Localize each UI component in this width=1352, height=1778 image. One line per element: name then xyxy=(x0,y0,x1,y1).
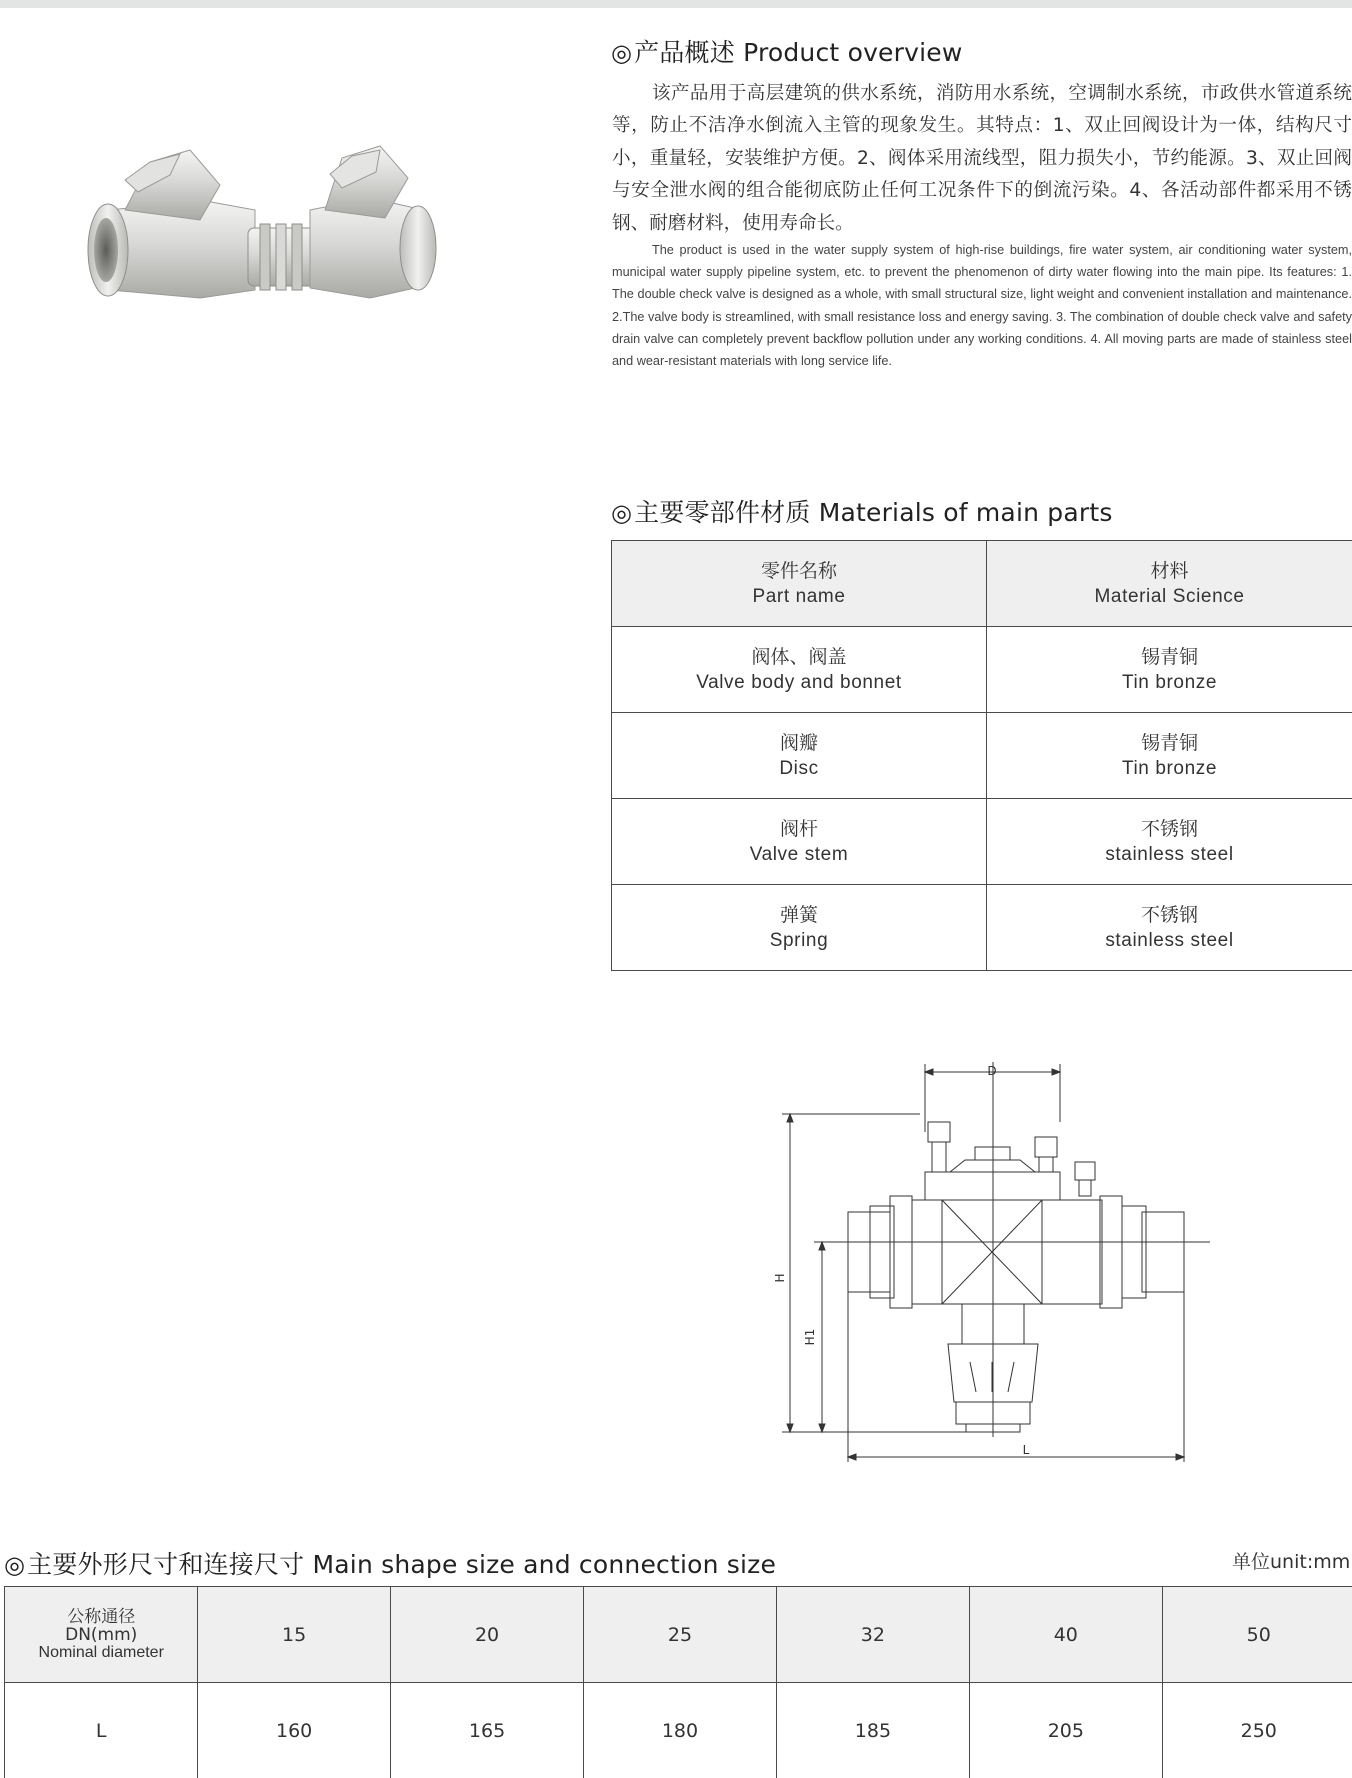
material-cell xyxy=(987,885,1352,971)
dimensions-header-row xyxy=(5,1587,1352,1683)
material-header-cn: 材料 xyxy=(1150,559,1189,582)
part-cell xyxy=(612,627,987,713)
dimensions-heading xyxy=(4,1545,776,1581)
table-row xyxy=(612,799,1352,885)
part-name-header-en: Part name xyxy=(752,585,846,607)
dim-label-l: L xyxy=(1022,1443,1030,1457)
l-value-cell: 185 xyxy=(776,1683,969,1778)
l-value-cell: 180 xyxy=(584,1683,776,1778)
table-row xyxy=(612,885,1352,971)
part-cell xyxy=(612,799,987,885)
part-name-header-cn: 零件名称 xyxy=(760,559,837,582)
part-name-header xyxy=(612,541,987,627)
l-value-cell: 250 xyxy=(1162,1683,1352,1778)
nominal-diameter-dn: DN(mm) xyxy=(65,1624,138,1645)
nominal-diameter-en: Nominal diameter xyxy=(38,1643,164,1661)
table-row xyxy=(612,713,1352,799)
material-header-en: Material Science xyxy=(1094,585,1245,607)
part-cn: 阀杆 xyxy=(779,817,818,840)
dn-cell: 15 xyxy=(198,1587,390,1683)
dim-label-d: D xyxy=(987,1064,997,1078)
part-en: Valve stem xyxy=(749,843,849,865)
part-cn: 阀瓣 xyxy=(779,731,818,754)
material-en: stainless steel xyxy=(1105,929,1234,951)
circle-mark-icon: ◎ xyxy=(611,39,633,67)
part-en: Spring xyxy=(769,929,829,951)
material-cn: 锡青铜 xyxy=(1140,645,1198,668)
materials-table xyxy=(611,540,1352,971)
material-cn: 锡青铜 xyxy=(1140,731,1198,754)
material-cell xyxy=(987,799,1352,885)
dimensions-heading-text: 主要外形尺寸和连接尺寸 Main shape size and connection size xyxy=(27,1550,777,1579)
nominal-diameter-cn: 公称通径 xyxy=(67,1606,136,1627)
part-cn: 弹簧 xyxy=(779,903,818,926)
overview-text-cn: 该产品用于高层建筑的供水系统，消防用水系统，空调制水系统，市政供水管道系统等，防止不洁净水倒流入主管的现象发生。其特点：1、双止回阀设计为一体，结构尺寸小，重量轻，安装维护方便。2、阀体采用流线型，阻力损失小，节约能源。3、双止回阀与安全泄水阀的组合能彻底防止任何工况条件下的倒流污染。4、各活动部件都采用不锈钢、耐磨材料，使用寿命长。 xyxy=(612,83,1352,234)
table-row xyxy=(5,1683,1352,1778)
dim-label-h1: H1 xyxy=(803,1328,817,1346)
part-cell xyxy=(612,713,987,799)
material-header xyxy=(987,541,1352,627)
overview-heading-text: 产品概述 Product overview xyxy=(634,38,963,67)
overview-text-en: The product is used in the water supply system of high-rise buildings, fire water system, air conditioning water system, municipal water supply pipeline system, etc. to prevent the phenomenon of dirty water flowing into the main pipe. Its features: 1. The double check valve is designed as a whole, with small structural size, light weight and convenient installation and maintenance. 2.The valve body is streamlined, with small resistance loss and energy saving. 3. The combination of double check valve and safety drain valve can completely prevent backflow pollution under any working conditions. 4. All moving parts are made of stainless steel and wear-resistant materials with long service life. xyxy=(612,243,1352,369)
dn-cell: 20 xyxy=(390,1587,583,1683)
circle-mark-icon: ◎ xyxy=(611,499,633,527)
part-cn: 阀体、阀盖 xyxy=(751,645,847,668)
part-en: Valve body and bonnet xyxy=(696,671,902,693)
materials-heading xyxy=(611,493,1113,529)
material-cn: 不锈钢 xyxy=(1140,817,1198,840)
dn-cell: 32 xyxy=(776,1587,969,1683)
material-cn: 不锈钢 xyxy=(1140,903,1198,926)
product-photo xyxy=(80,140,460,310)
material-en: stainless steel xyxy=(1105,843,1234,865)
part-cell xyxy=(612,885,987,971)
materials-heading-text: 主要零部件材质 Materials of main parts xyxy=(634,498,1113,527)
dim-label-h: H xyxy=(773,1273,787,1283)
materials-header-row xyxy=(612,541,1352,627)
dn-cell: 50 xyxy=(1162,1587,1352,1683)
l-value-cell: 160 xyxy=(198,1683,390,1778)
material-en: Tin bronze xyxy=(1121,757,1218,779)
nominal-diameter-header xyxy=(5,1587,198,1683)
valve-dimension-drawing xyxy=(770,1062,1220,1464)
material-cell xyxy=(987,713,1352,799)
unit-label: 单位unit:mm xyxy=(1232,1551,1351,1573)
overview-heading xyxy=(611,33,963,69)
material-cell xyxy=(987,627,1352,713)
l-value-cell: 165 xyxy=(390,1683,583,1778)
dn-cell: 40 xyxy=(970,1587,1162,1683)
table-row xyxy=(612,627,1352,713)
material-en: Tin bronze xyxy=(1121,671,1218,693)
top-border xyxy=(0,0,1352,8)
dimensions-table xyxy=(4,1586,1352,1778)
row-label-l: L xyxy=(5,1683,198,1778)
l-value-cell: 205 xyxy=(970,1683,1162,1778)
dn-cell: 25 xyxy=(584,1587,776,1683)
circle-mark-icon: ◎ xyxy=(4,1551,26,1579)
part-en: Disc xyxy=(779,757,819,779)
